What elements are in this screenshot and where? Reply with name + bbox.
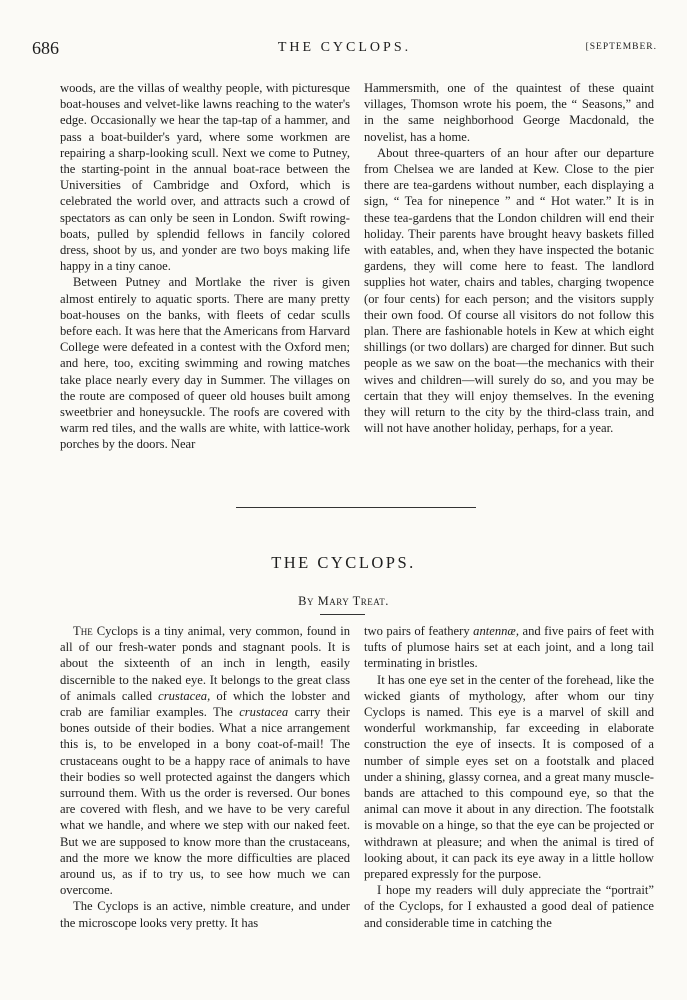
- column-right: [364, 80, 654, 453]
- article-title: THE CYCLOPS.: [271, 553, 416, 572]
- paragraph: About three-quarters of an hour after our departure from Chelsea we are landed at Kew. Close to the pier there are tea-gardens without number, each displaying a sign, “ Tea for ninepence ” and “ Hot water.” It is in these tea-gardens that the London children will end their holiday. Their parents have brought heavy baskets filled with eatables, and, when they have inspected the botanic gardens, they will come here to feast. The landlord supplies hot water, chairs and tables, charging twopence (or four cents) for each person; and the visitors supply their own food. Of course all visitors do not follow this plan. There are fashionable hotels in Kew at which eight shillings (or two dollars) are charged for dinner. But such people as we saw on the boat—the mechanics with their wives and children—will surely do so, and you may be certain that they will enjoy themselves. In the evening they will return to the city by the third-class train, and will not have another holiday, perhaps, for a year.: [364, 145, 654, 436]
- paragraph: woods, are the villas of wealthy people, with picturesque boat-houses and velvet-like lawns reaching to the water's edge. Occasionally we hear the tap-tap of a hammer, and pass a boat-builder's yard, where some workmen are repairing a sharp-looking scull. Next we come to Putney, the starting-point in the annual boat-race between the Universities of Cambridge and Oxford, which is celebrated the world over, and attracts such a crowd of spectators as can only be seen in London. Swift rowing-boats, pulled by splendid fellows in fancily colored dress, shoot by us, and yonder are two boys making life happy in a tiny canoe.: [60, 81, 350, 274]
- paragraph: The Cyclops is an active, nimble creature, and under the microscope looks very pretty. It has: [60, 899, 350, 930]
- paragraph: I hope my readers will duly appreciate the “portrait” of the Cyclops, for I exhausted a good deal of patience and considerable time in catching the: [364, 883, 654, 930]
- running-head: [32, 38, 657, 58]
- italic-term: antennæ,: [473, 624, 519, 638]
- paragraph: It has one eye set in the center of the forehead, like the wicked giants of mythology, after whom our tiny Cyclops is named. This eye is a marvel of skill and wonderful workmanship, far exceeding in elaborate construction the eye of insects. It is composed of a number of simple eyes set on a footstalk and placed under a shining, glassy cornea, and a great many muscle-bands are attached to this compound eye, so that the animal can move it about in any direction. The footstalk is movable on a hinge, so that the eye can be projected or withdrawn at pleasure; and when the animal is tired of looking about, it can pack its eye away in a little hollow prepared expressly for the purpose.: [364, 672, 654, 882]
- section-divider: [236, 507, 476, 508]
- page-number: 686: [32, 38, 59, 58]
- column-left: [60, 623, 350, 931]
- column-left: [60, 80, 350, 453]
- byline-rule: [320, 614, 365, 615]
- lead-word: The: [73, 624, 93, 638]
- italic-term: crustacea,: [158, 688, 211, 703]
- text-run: carry their bones outside of their bodies. What a nice arrangement this is, to be enveloped in a bony coat-of-mail! The crustaceans ought to be a happy race of animals to have their bodies so well protected against the dangers which surround them. With us the order is reversed. Our bones are covered with flesh, and we have to be very careful what we handle, and where we step with our naked feet. But we are supposed to know more than the crustaceans, and the more we know the more difficulties are placed around us, as if to try us, to see how much we can overcome.: [60, 705, 350, 898]
- running-head-title: THE CYCLOPS.: [277, 40, 412, 55]
- paragraph: [60, 623, 350, 898]
- paragraph: Between Putney and Mortlake the river is given almost entirely to aquatic sports. There are many pretty boat-houses on the banks, with fleets of cedar sculls before each. It was here that the Americans from Harvard College were defeated in a contest with the Oxford men; and here, too, exciting swimming and rowing matches take place nearly every day in Summer. The villages on the route are composed of queer old houses built among sweetbrier and honeysuckle. The roofs are covered with warm red tiles, and the walls are white, with lattice-work porches by the doors. Near: [60, 275, 350, 452]
- text-run: of which the lobster and crab are familiar examples. The: [60, 688, 351, 720]
- running-head-month: [SEPTEMBER.: [585, 42, 657, 52]
- text-run: two pairs of feathery: [364, 624, 474, 638]
- paragraph: Hammersmith, one of the quaintest of these quaint villages, Thomson wrote his poem, the “ Seasons,” and in the same neighborhood George Macdonald, the novelist, has a home.: [364, 81, 654, 144]
- column-right: [364, 623, 654, 931]
- text-run: and five pairs of feet with tufts of plumose hairs set at each joint, and a long tail terminating in bristles.: [364, 624, 654, 671]
- italic-term: crustacea: [239, 705, 289, 720]
- previous-article-columns: [60, 80, 654, 453]
- article-columns: [60, 623, 654, 931]
- paragraph: [364, 623, 654, 672]
- article-byline: By Mary Treat.: [298, 594, 389, 608]
- text-run: Cyclops is a tiny animal, very common, found in all of our fresh-water ponds and stagnant pools. It is about the sixteenth of an inch in length, easily discernible to the naked eye. It belongs to the great class of animals called: [60, 624, 350, 703]
